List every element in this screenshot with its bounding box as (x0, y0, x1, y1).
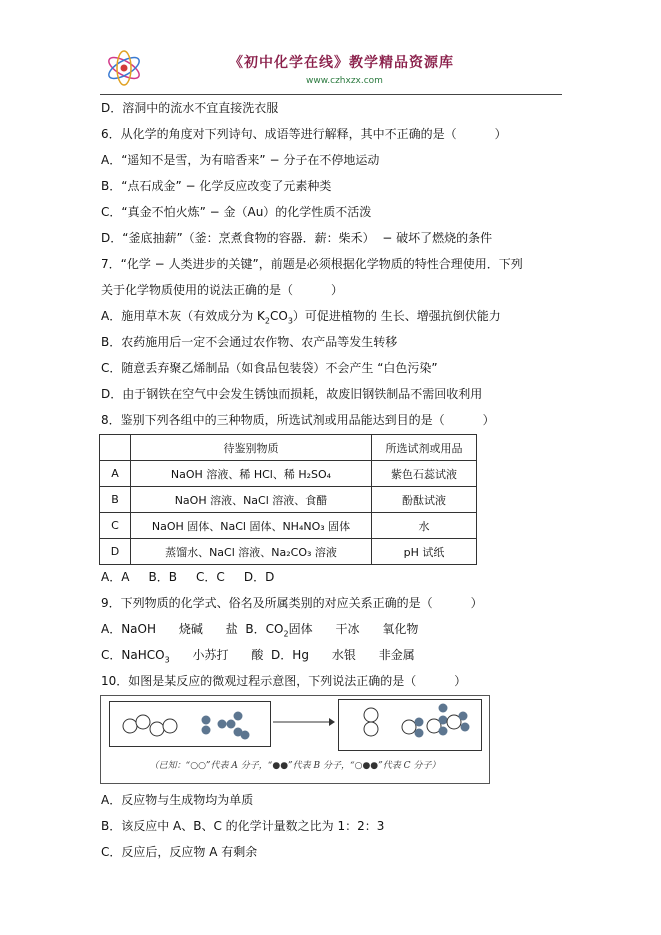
prev-option-d: D．溶洞中的流水不宜直接洗衣服 (101, 101, 279, 115)
table-header-row (100, 435, 477, 461)
reactant-molecules (110, 702, 270, 746)
diagram-caption: （已知：“○○”代表 A 分子，“●●”代表 B 分子，“○●●”代表 C 分子） (149, 761, 441, 771)
row-substances: NaOH 溶液、稀 HCl、稀 H₂SO₄ (131, 461, 372, 487)
q8-table (99, 434, 477, 565)
question-10: 10．如图是某反应的微观过程示意图，下列说法正确的是（ ） (101, 674, 467, 688)
question-7-line2: 关于化学物质使用的说法正确的是（ ） (101, 283, 344, 297)
q9-options-cd: C．NaHCO$_3$ 小苏打 酸 D．Hg 水银 非金属 (101, 648, 415, 665)
question-8: 8．鉴别下列各组中的三种物质，所选试剂或用品能达到目的是（ ） (101, 413, 495, 427)
row-substances: NaOH 固体、NaCl 固体、NH₄NO₃ 固体 (131, 513, 372, 539)
row-reagent: 水 (372, 513, 477, 539)
q7-option-b: B．农药施用后一定不会通过农作物、农产品等发生转移 (101, 335, 398, 349)
reactants-box (109, 701, 271, 747)
q9-options-ab: A．NaOH 烧碱 盐 B．$CO_2$固体 干冰 氧化物 (101, 622, 419, 639)
table-header-cell: 所选试剂或用品 (372, 435, 477, 461)
row-reagent: 紫色石蕊试液 (372, 461, 477, 487)
reaction-diagram (100, 695, 490, 784)
table-row (100, 487, 477, 513)
q10-option-c: C．反应后，反应物 A 有剩余 (101, 845, 258, 859)
q10-option-b: B．该反应中 A、B、C 的化学计量数之比为 1：2：3 (101, 819, 385, 833)
page-header (100, 44, 562, 96)
q7-option-d: D．由于钢铁在空气中会发生锈蚀而损耗，故废旧钢铁制品不需回收利用 (101, 387, 483, 401)
atom-logo-icon (104, 44, 144, 90)
row-label: B (100, 487, 131, 513)
q6-option-d: D．“釜底抽薪”（釜：烹煮食物的容器．薪：柴禾） − 破坏了燃烧的条件 (101, 231, 493, 245)
header-rule (100, 94, 562, 95)
row-substances: NaOH 溶液、NaCl 溶液、食醋 (131, 487, 372, 513)
row-reagent: 酚酞试液 (372, 487, 477, 513)
banner-title: 《初中化学在线》教学精品资源库 (229, 55, 454, 71)
question-6: 6．从化学的角度对下列诗句、成语等进行解释，其中不正确的是（ ） (101, 127, 507, 141)
question-9: 9．下列物质的化学式、俗名及所属类别的对应关系正确的是（ ） (101, 596, 483, 610)
table-row (100, 539, 477, 565)
q6-option-a: A．“遥知不是雪，为有暗香来” − 分子在不停地运动 (101, 153, 380, 167)
table-header-cell (100, 435, 131, 461)
row-reagent: pH 试纸 (372, 539, 477, 565)
q6-option-b: B．“点石成金” − 化学反应改变了元素种类 (101, 179, 332, 193)
products-box (338, 699, 482, 751)
row-label: D (100, 539, 131, 565)
q8-options: A．A B．B C．C D．D (101, 570, 275, 584)
q6-option-c: C．“真金不怕火炼” − 金（Au）的化学性质不活泼 (101, 205, 372, 219)
banner-url: www.czhxzx.com (306, 76, 383, 86)
row-label: A (100, 461, 131, 487)
reaction-arrow-icon (271, 716, 337, 728)
q7-option-a: A．施用草木灰（有效成分为 $K_2CO_3$）可促进植物的 生长、增强抗倒伏能力 (101, 309, 501, 326)
q10-option-a: A．反应物与生成物均为单质 (101, 793, 254, 807)
product-molecules (339, 700, 481, 750)
table-row (100, 513, 477, 539)
table-row (100, 461, 477, 487)
table-header-cell: 待鉴别物质 (131, 435, 372, 461)
q7-option-c: C．随意丢弃聚乙烯制品（如食品包装袋）不会产生 “白色污染” (101, 361, 438, 375)
row-substances: 蒸馏水、NaCl 溶液、Na₂CO₃ 溶液 (131, 539, 372, 565)
row-label: C (100, 513, 131, 539)
question-7-line1: 7．“化学 − 人类进步的关键”，前题是必须根据化学物质的特性合理使用．下列 (101, 257, 523, 271)
